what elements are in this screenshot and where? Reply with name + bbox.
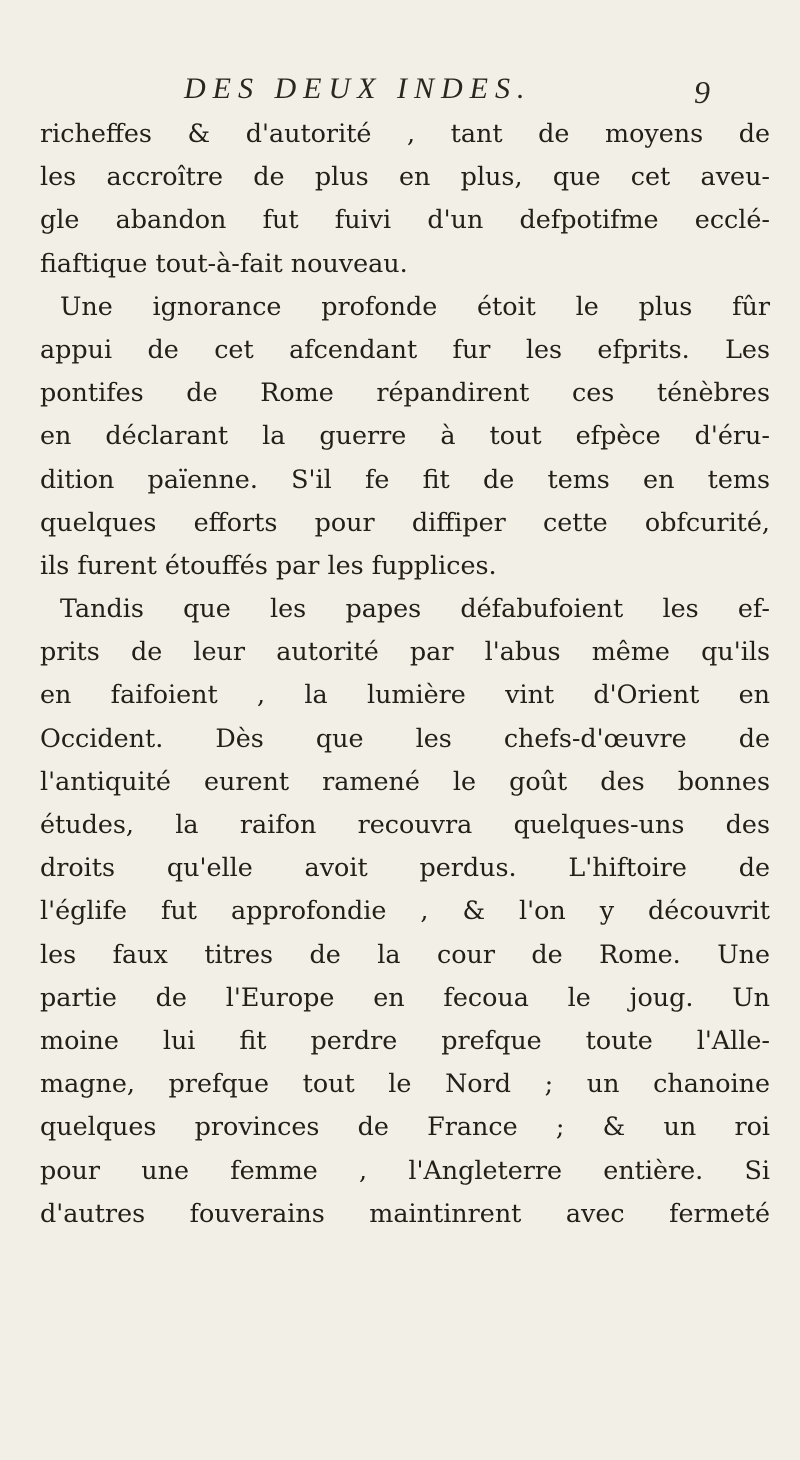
text-line: dition païenne. S'il fe fit de tems en tems	[40, 463, 770, 494]
text-line: l'antiquité eurent ramené le goût des bonnes	[40, 765, 770, 796]
text-line: appui de cet afcendant fur les efprits. Les	[40, 333, 770, 364]
text-line: pontifes de Rome répandirent ces ténèbres	[40, 377, 770, 408]
text-line: les accroître de plus en plus, que cet aveu-	[40, 161, 770, 192]
text-line: fiaftique tout-à-fait nouveau.	[40, 247, 408, 278]
page-number: 9	[694, 74, 710, 110]
text-line: les faux titres de la cour de Rome. Une	[40, 938, 770, 969]
running-title: DES DEUX INDES.	[184, 72, 532, 105]
body-text	[40, 112, 770, 1235]
text-line: partie de l'Europe en fecoua le joug. Un	[40, 981, 770, 1012]
text-line: d'autres fouverains maintinrent avec fermeté	[40, 1197, 770, 1228]
running-head	[150, 72, 710, 112]
text-line: Occident. Dès que les chefs-d'œuvre de	[40, 722, 770, 753]
text-line: magne, prefque tout le Nord ; un chanoine	[40, 1068, 770, 1099]
text-line: moine lui fit perdre prefque toute l'Alle-	[40, 1024, 770, 1055]
text-line: prits de leur autorité par l'abus même qu'ils	[40, 636, 770, 667]
text-line: pour une femme , l'Angleterre entière. Si	[40, 1154, 770, 1185]
text-line: droits qu'elle avoit perdus. L'hiftoire de	[40, 852, 770, 883]
text-line: quelques provinces de France ; & un roi	[40, 1111, 770, 1142]
text-line: Une ignorance profonde étoit le plus fûr	[60, 290, 770, 321]
text-line: en déclarant la guerre à tout efpèce d'éru-	[40, 420, 770, 451]
text-line: Tandis que les papes défabufoient les ef-	[60, 593, 770, 624]
text-line: en faifoient , la lumière vint d'Orient en	[40, 679, 770, 710]
text-line: gle abandon fut fuivi d'un defpotifme ecclé-	[40, 204, 770, 235]
text-line: études, la raifon recouvra quelques-uns des	[40, 809, 770, 839]
text-line: richeffes & d'autorité , tant de moyens de	[40, 118, 770, 148]
text-line: ils furent étouffés par les fupplices.	[40, 549, 497, 580]
text-line: l'églife fut approfondie , & l'on y découvrit	[40, 895, 770, 926]
text-line: quelques efforts pour diffiper cette obfcurité,	[40, 506, 770, 537]
